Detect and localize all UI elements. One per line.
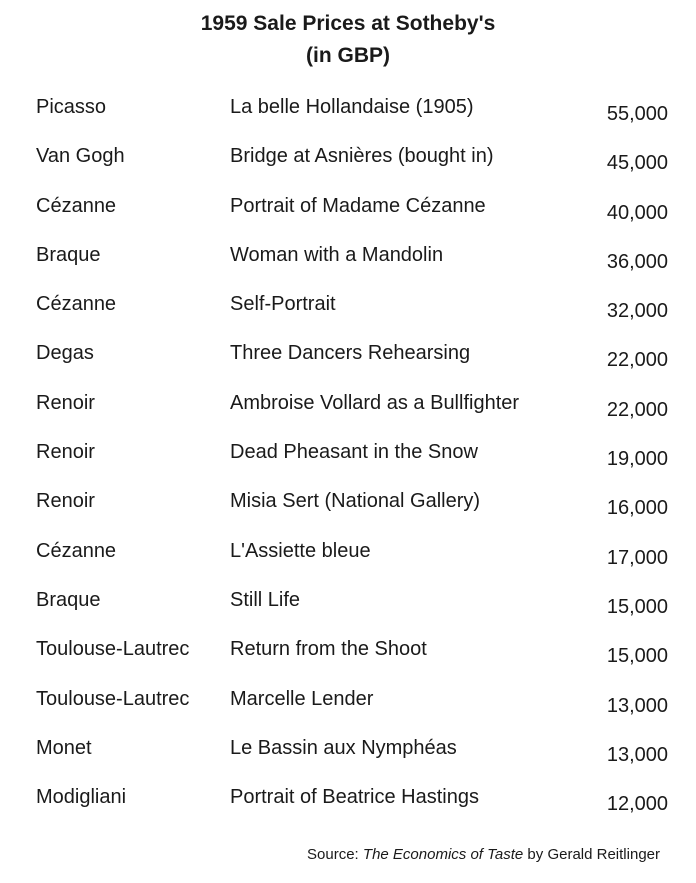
artist-cell: Cézanne xyxy=(36,194,117,217)
artist-cell: Modigliani xyxy=(36,786,127,809)
artist-cell: Renoir xyxy=(36,441,95,464)
table-row xyxy=(0,94,696,143)
price-cell: 32,000 xyxy=(606,300,668,323)
price-cell: 19,000 xyxy=(606,448,668,471)
table-row xyxy=(0,488,696,537)
artist-cell: Cézanne xyxy=(36,539,117,562)
work-cell: Le Bassin aux Nymphéas xyxy=(230,736,457,759)
artist-cell: Cézanne xyxy=(36,293,117,316)
artist-cell: Toulouse-Lautrec xyxy=(36,638,190,661)
table-row xyxy=(0,439,696,488)
price-cell: 17,000 xyxy=(606,546,668,569)
work-cell: Woman with a Mandolin xyxy=(230,243,444,266)
work-cell: Portrait of Madame Cézanne xyxy=(230,194,486,217)
artist-cell: Braque xyxy=(36,243,101,266)
title-line-2: (in GBP) xyxy=(306,44,390,67)
price-cell: 22,000 xyxy=(606,349,668,372)
price-cell: 16,000 xyxy=(606,497,668,520)
source-suffix: by Gerald Reitlinger xyxy=(523,846,660,863)
page-title xyxy=(0,8,696,72)
work-cell: Dead Pheasant in the Snow xyxy=(230,441,478,464)
work-cell: Three Dancers Rehearsing xyxy=(230,342,471,365)
table-row xyxy=(0,735,696,784)
table-row xyxy=(0,242,696,291)
table-row xyxy=(0,390,696,439)
artist-cell: Toulouse-Lautrec xyxy=(36,687,190,710)
sale-price-table xyxy=(0,94,696,833)
source-prefix: Source: xyxy=(307,846,363,863)
work-cell: Portrait of Beatrice Hastings xyxy=(230,786,479,809)
work-cell: Return from the Shoot xyxy=(230,638,427,661)
title-line-1: 1959 Sale Prices at Sotheby's xyxy=(200,12,496,35)
work-cell: Ambroise Vollard as a Bullfighter xyxy=(230,391,520,414)
price-cell: 22,000 xyxy=(606,398,668,421)
work-cell: Bridge at Asnières (bought in) xyxy=(230,145,494,168)
table-row xyxy=(0,636,696,685)
price-cell: 45,000 xyxy=(606,152,668,175)
artist-cell: Braque xyxy=(36,588,101,611)
table-row xyxy=(0,340,696,389)
table-row xyxy=(0,193,696,242)
price-cell: 13,000 xyxy=(606,743,668,766)
artist-cell: Monet xyxy=(36,736,92,759)
price-cell: 13,000 xyxy=(606,694,668,717)
price-cell: 12,000 xyxy=(606,793,668,816)
table-row xyxy=(0,587,696,636)
table-row xyxy=(0,686,696,735)
work-cell: La belle Hollandaise (1905) xyxy=(230,96,474,118)
artist-cell: Renoir xyxy=(36,490,95,513)
work-cell: L'Assiette bleue xyxy=(230,539,371,562)
price-cell: 15,000 xyxy=(606,645,668,668)
source-note xyxy=(307,846,660,863)
price-cell: 36,000 xyxy=(606,250,668,273)
table-row xyxy=(0,291,696,340)
price-cell: 40,000 xyxy=(606,201,668,224)
work-cell: Misia Sert (National Gallery) xyxy=(230,490,481,513)
table-row xyxy=(0,538,696,587)
source-book-title: The Economics of Taste xyxy=(362,846,524,863)
work-cell: Self-Portrait xyxy=(230,293,336,316)
table-row xyxy=(0,784,696,833)
artist-cell: Renoir xyxy=(36,391,95,414)
work-cell: Marcelle Lender xyxy=(230,687,374,710)
price-cell: 55,000 xyxy=(606,103,668,125)
work-cell: Still Life xyxy=(230,588,301,611)
artist-cell: Degas xyxy=(36,342,94,365)
artist-cell: Van Gogh xyxy=(36,145,125,168)
table-row xyxy=(0,143,696,192)
price-cell: 15,000 xyxy=(606,595,668,618)
artist-cell: Picasso xyxy=(36,96,107,118)
